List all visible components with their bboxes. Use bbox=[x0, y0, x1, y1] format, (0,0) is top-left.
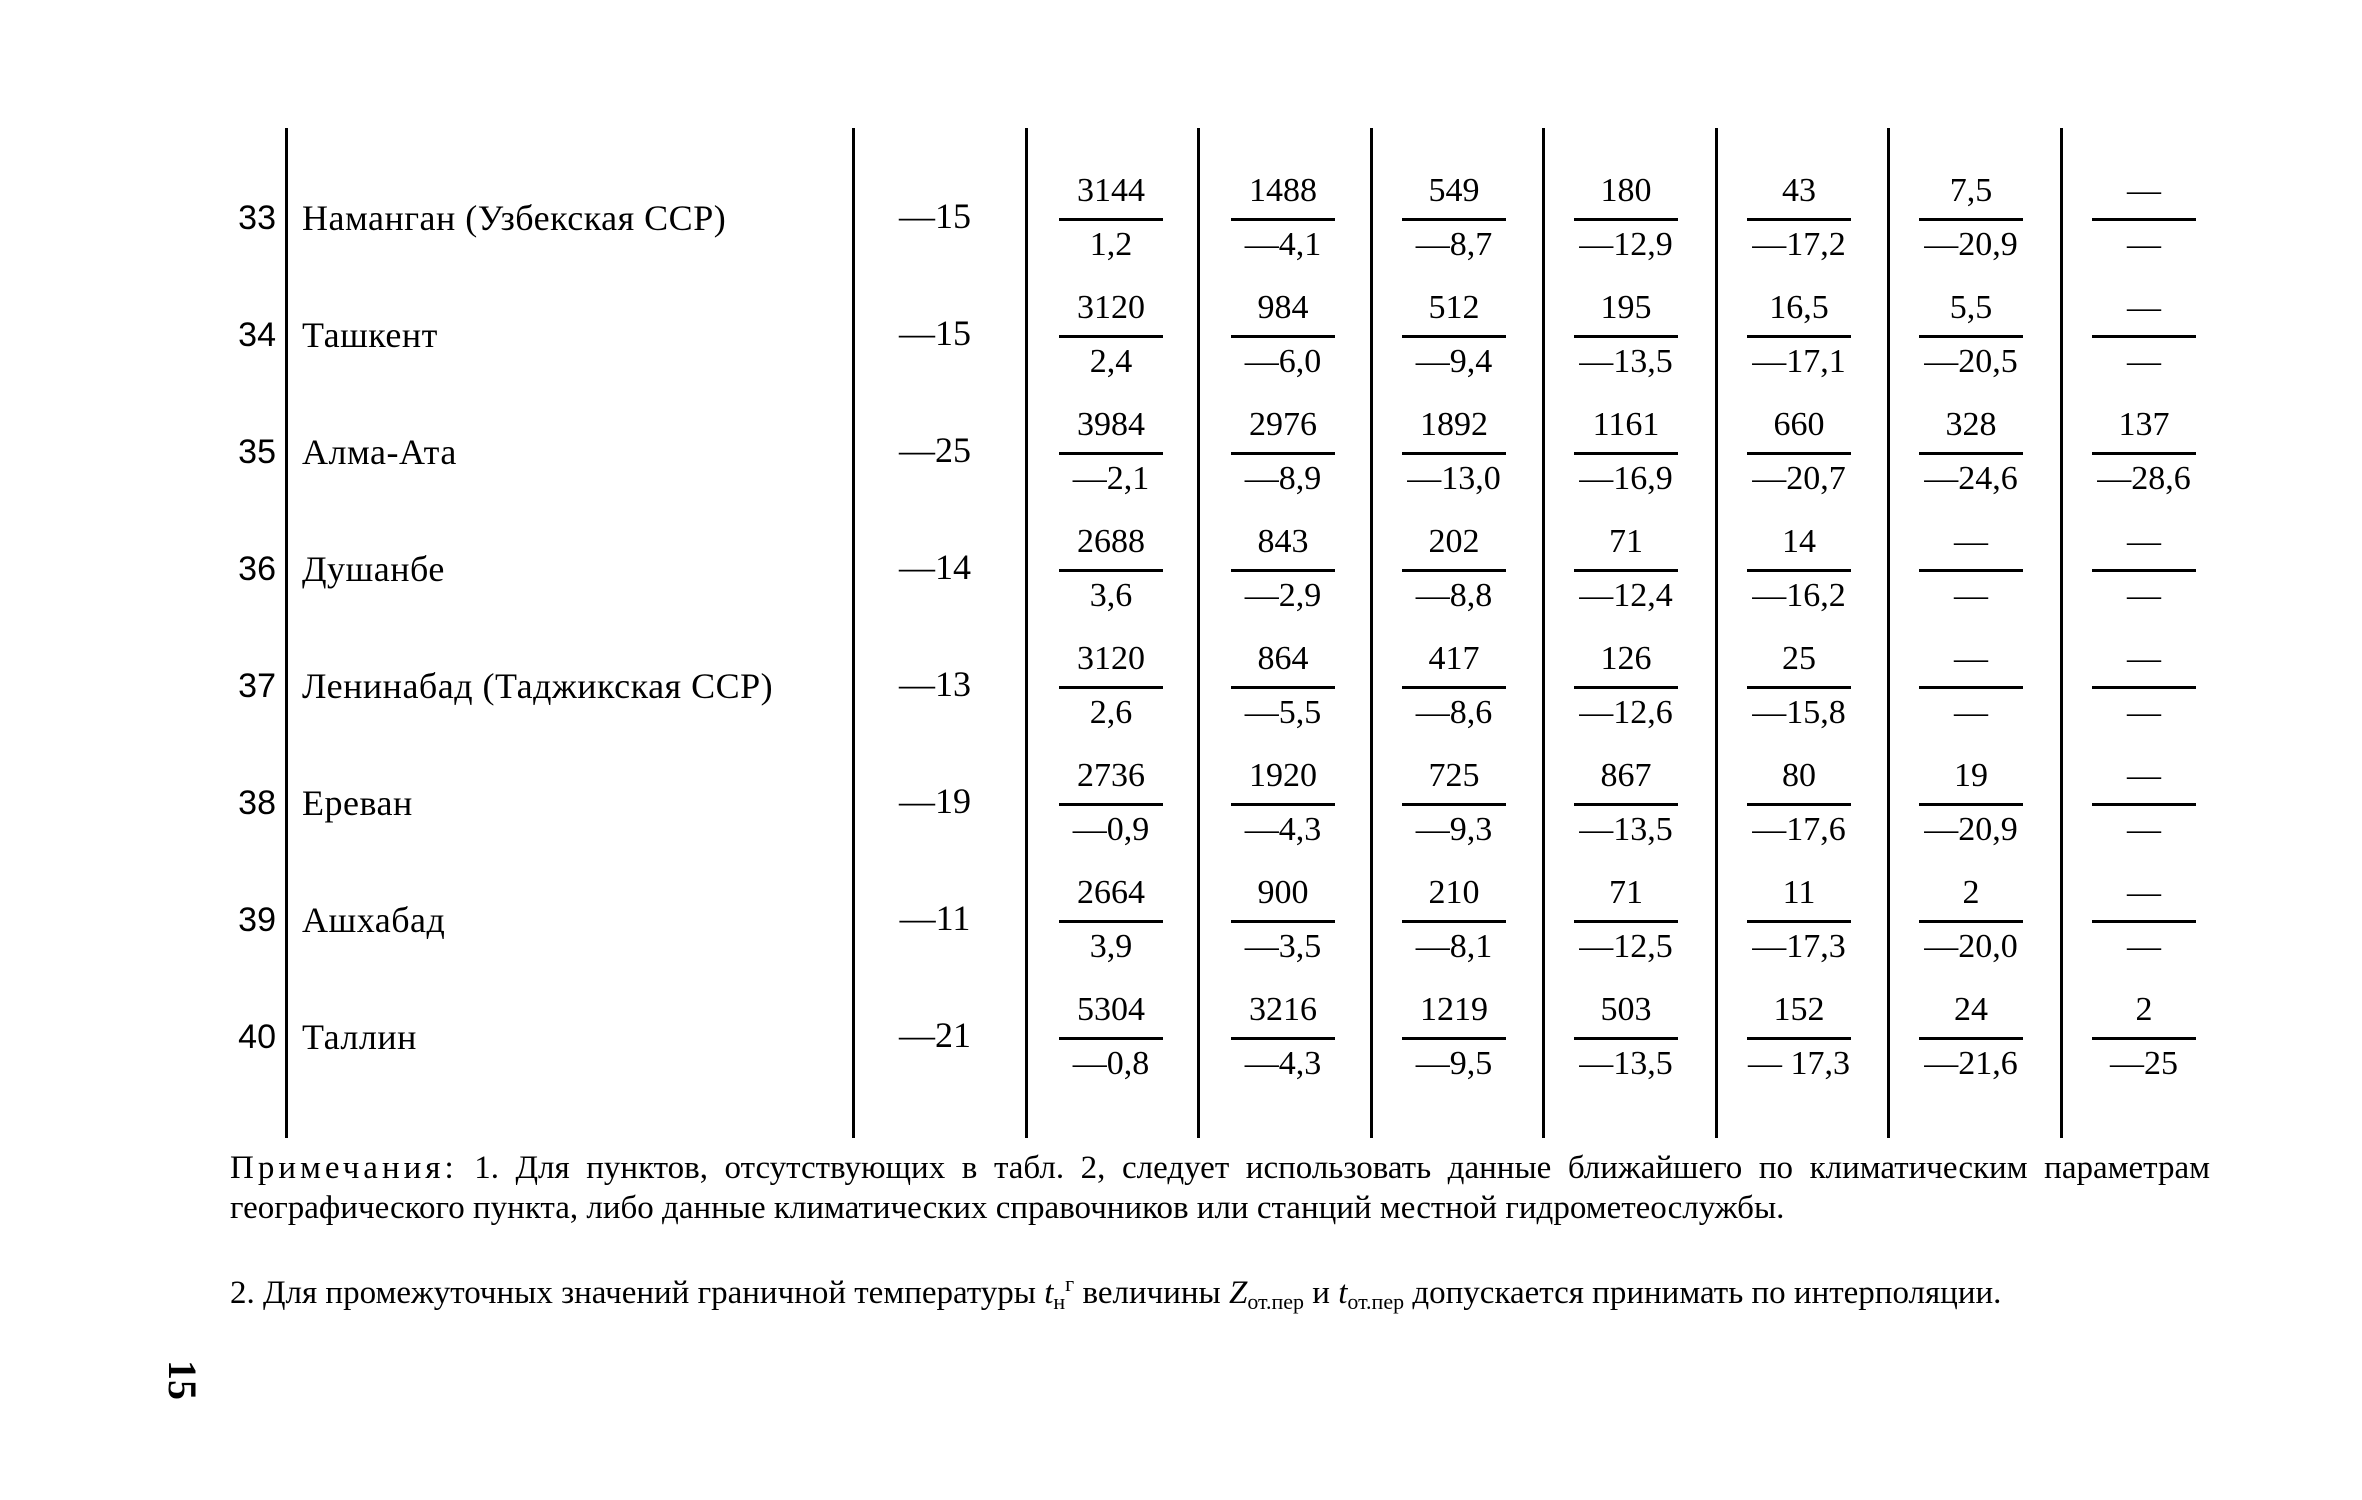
cell-numerator: 11 bbox=[1782, 874, 1816, 911]
cell-denominator: 3,6 bbox=[1089, 577, 1133, 614]
cell-denominator: —20,0 bbox=[1924, 928, 2018, 965]
cell-numerator: 725 bbox=[1428, 757, 1480, 794]
cell-denominator: —8,7 bbox=[1415, 226, 1493, 263]
cell-denominator: —6,0 bbox=[1244, 343, 1322, 380]
note-2-text-b: величины bbox=[1074, 1275, 1229, 1311]
fraction-bar bbox=[1059, 335, 1163, 338]
cell-numerator: 24 bbox=[1954, 991, 1988, 1028]
note-1 bbox=[230, 1148, 2210, 1228]
row-number: 33 bbox=[238, 199, 276, 237]
row-number: 38 bbox=[238, 784, 276, 822]
fraction-cell bbox=[1055, 636, 1167, 746]
cell-numerator: 2 bbox=[1962, 874, 1980, 911]
fraction-cell bbox=[1227, 753, 1339, 863]
fraction-bar bbox=[1231, 686, 1335, 689]
cell-numerator: — bbox=[1954, 640, 1988, 677]
cell-denominator: —20,5 bbox=[1924, 343, 2018, 380]
fraction-bar bbox=[1919, 803, 2023, 806]
row-number: 37 bbox=[238, 667, 276, 705]
cell-denominator: — bbox=[1954, 577, 1988, 614]
fraction-cell bbox=[1570, 285, 1682, 395]
fraction-cell bbox=[2088, 987, 2200, 1097]
note-2-text-d: допускается принимать по интерполяции. bbox=[1404, 1275, 2002, 1311]
fraction-bar bbox=[1059, 452, 1163, 455]
cell-denominator: —8,9 bbox=[1244, 460, 1322, 497]
cell-denominator: — bbox=[2127, 226, 2161, 263]
fraction-bar bbox=[1059, 803, 1163, 806]
fraction-bar bbox=[1919, 1037, 2023, 1040]
fraction-cell bbox=[1570, 519, 1682, 629]
fraction-cell bbox=[1398, 753, 1510, 863]
fraction-cell bbox=[1570, 402, 1682, 512]
cell-denominator: —8,6 bbox=[1415, 694, 1493, 731]
fraction-cell bbox=[2088, 753, 2200, 863]
fraction-cell bbox=[1743, 636, 1855, 746]
cell-denominator: —0,9 bbox=[1072, 811, 1150, 848]
fraction-cell bbox=[2088, 519, 2200, 629]
fraction-cell bbox=[1915, 519, 2027, 629]
cell-denominator: —4,1 bbox=[1244, 226, 1322, 263]
cell-denominator: —3,5 bbox=[1244, 928, 1322, 965]
cell-numerator: 1920 bbox=[1249, 757, 1317, 794]
row-number: 35 bbox=[238, 433, 276, 471]
cell-numerator: — bbox=[2127, 289, 2161, 326]
cell-denominator: —4,3 bbox=[1244, 1045, 1322, 1082]
cell-numerator: 1892 bbox=[1420, 406, 1488, 443]
note-1-text: 1. Для пунктов, отсутствующих в табл. 2, следует использовать данные ближайшего по климатическим параметрам географического пункта, либо данные климатических справочников или станций местной гидрометеослужбы. bbox=[230, 1150, 2210, 1226]
fraction-cell bbox=[1915, 753, 2027, 863]
fraction-cell bbox=[2088, 168, 2200, 278]
cell-numerator: 43 bbox=[1782, 172, 1816, 209]
cell-numerator: 328 bbox=[1945, 406, 1997, 443]
cell-denominator: —8,1 bbox=[1415, 928, 1493, 965]
fraction-bar bbox=[1574, 1037, 1678, 1040]
fraction-cell bbox=[1227, 870, 1339, 980]
cell-numerator: 3120 bbox=[1077, 289, 1145, 326]
cell-denominator: —9,3 bbox=[1415, 811, 1493, 848]
cell-numerator: 843 bbox=[1257, 523, 1309, 560]
cell-numerator: 3984 bbox=[1077, 406, 1145, 443]
cell-numerator: 71 bbox=[1609, 874, 1643, 911]
cell-denominator: —13,5 bbox=[1579, 1045, 1673, 1082]
cell-numerator: 3120 bbox=[1077, 640, 1145, 677]
cell-denominator: —2,9 bbox=[1244, 577, 1322, 614]
cell-denominator: —9,5 bbox=[1415, 1045, 1493, 1082]
fraction-bar bbox=[1919, 920, 2023, 923]
cell-numerator: — bbox=[2127, 640, 2161, 677]
fraction-cell bbox=[1570, 753, 1682, 863]
cell-numerator: 2 bbox=[2135, 991, 2153, 1028]
fraction-cell bbox=[1227, 519, 1339, 629]
table-row bbox=[0, 636, 2362, 753]
fraction-bar bbox=[1402, 1037, 1506, 1040]
fraction-bar bbox=[1574, 569, 1678, 572]
fraction-bar bbox=[1059, 569, 1163, 572]
symbol-t2: t bbox=[1338, 1275, 1348, 1311]
symbol-t: t bbox=[1044, 1275, 1054, 1311]
cell-numerator: 984 bbox=[1257, 289, 1309, 326]
fraction-cell bbox=[1570, 870, 1682, 980]
cell-denominator: —12,5 bbox=[1579, 928, 1673, 965]
fraction-cell bbox=[1915, 870, 2027, 980]
city-name: Ереван bbox=[302, 783, 413, 823]
fraction-cell bbox=[1055, 870, 1167, 980]
city-name: Душанбе bbox=[302, 549, 445, 589]
cell-denominator: —13,0 bbox=[1407, 460, 1501, 497]
city-name: Ленинабад (Таджикская ССР) bbox=[302, 666, 774, 706]
fraction-bar bbox=[1574, 803, 1678, 806]
cell-denominator: — bbox=[2127, 694, 2161, 731]
fraction-bar bbox=[1059, 686, 1163, 689]
fraction-cell bbox=[1398, 519, 1510, 629]
fraction-bar bbox=[1059, 1037, 1163, 1040]
cell-denominator: —20,9 bbox=[1924, 811, 2018, 848]
design-temperature: —15 bbox=[899, 313, 971, 353]
page-number: 15 bbox=[160, 1360, 205, 1400]
city-name: Таллин bbox=[302, 1017, 417, 1057]
symbol-t-sup: г bbox=[1065, 1271, 1075, 1296]
cell-denominator: — bbox=[2127, 577, 2161, 614]
cell-numerator: 900 bbox=[1257, 874, 1309, 911]
cell-denominator: —17,6 bbox=[1752, 811, 1846, 848]
cell-denominator: —28,6 bbox=[2097, 460, 2191, 497]
cell-numerator: 2736 bbox=[1077, 757, 1145, 794]
cell-numerator: 137 bbox=[2118, 406, 2170, 443]
cell-denominator: —16,9 bbox=[1579, 460, 1673, 497]
cell-denominator: —20,9 bbox=[1924, 226, 2018, 263]
cell-numerator: 202 bbox=[1428, 523, 1480, 560]
fraction-bar bbox=[1747, 920, 1851, 923]
row-number: 34 bbox=[238, 316, 276, 354]
cell-numerator: — bbox=[2127, 874, 2161, 911]
cell-numerator: 80 bbox=[1782, 757, 1816, 794]
design-temperature: —13 bbox=[899, 664, 971, 704]
cell-numerator: — bbox=[2127, 757, 2161, 794]
fraction-bar bbox=[1919, 335, 2023, 338]
fraction-bar bbox=[1747, 335, 1851, 338]
cell-denominator: —15,8 bbox=[1752, 694, 1846, 731]
cell-denominator: —20,7 bbox=[1752, 460, 1846, 497]
cell-numerator: 2664 bbox=[1077, 874, 1145, 911]
cell-denominator: 3,9 bbox=[1089, 928, 1133, 965]
cell-numerator: 71 bbox=[1609, 523, 1643, 560]
cell-denominator: — bbox=[2127, 811, 2161, 848]
cell-numerator: 19 bbox=[1954, 757, 1988, 794]
city-name: Ташкент bbox=[302, 315, 438, 355]
cell-numerator: 1161 bbox=[1592, 406, 1660, 443]
table-row bbox=[0, 285, 2362, 402]
symbol-t-sub: н bbox=[1053, 1289, 1066, 1314]
cell-numerator: 1488 bbox=[1249, 172, 1317, 209]
city-name: Ашхабад bbox=[302, 900, 446, 940]
fraction-bar bbox=[2092, 569, 2196, 572]
fraction-cell bbox=[1398, 402, 1510, 512]
cell-numerator: 867 bbox=[1600, 757, 1652, 794]
cell-numerator: 5304 bbox=[1077, 991, 1145, 1028]
cell-denominator: —12,9 bbox=[1579, 226, 1673, 263]
cell-numerator: 210 bbox=[1428, 874, 1480, 911]
cell-denominator: —12,6 bbox=[1579, 694, 1673, 731]
fraction-bar bbox=[1747, 686, 1851, 689]
fraction-bar bbox=[1574, 452, 1678, 455]
fraction-bar bbox=[1574, 920, 1678, 923]
fraction-cell bbox=[1398, 168, 1510, 278]
fraction-cell bbox=[1055, 519, 1167, 629]
fraction-bar bbox=[2092, 686, 2196, 689]
note-2-text-a: 2. Для промежуточных значений граничной температуры bbox=[230, 1275, 1045, 1311]
fraction-cell bbox=[2088, 402, 2200, 512]
fraction-bar bbox=[1231, 920, 1335, 923]
fraction-bar bbox=[2092, 335, 2196, 338]
cell-numerator: 25 bbox=[1782, 640, 1816, 677]
fraction-cell bbox=[1743, 870, 1855, 980]
cell-denominator: —24,6 bbox=[1924, 460, 2018, 497]
fraction-bar bbox=[1231, 218, 1335, 221]
fraction-cell bbox=[1055, 168, 1167, 278]
fraction-cell bbox=[1227, 636, 1339, 746]
fraction-cell bbox=[1743, 519, 1855, 629]
cell-denominator: 2,4 bbox=[1089, 343, 1133, 380]
cell-numerator: 2976 bbox=[1249, 406, 1317, 443]
cell-numerator: 503 bbox=[1600, 991, 1652, 1028]
cell-denominator: —5,5 bbox=[1244, 694, 1322, 731]
cell-denominator: 2,6 bbox=[1089, 694, 1133, 731]
fraction-bar bbox=[1747, 218, 1851, 221]
fraction-cell bbox=[1398, 987, 1510, 1097]
design-temperature: —15 bbox=[899, 196, 971, 236]
notes-label: Примечания: bbox=[230, 1150, 458, 1186]
table-row bbox=[0, 870, 2362, 987]
row-number: 39 bbox=[238, 901, 276, 939]
design-temperature: —11 bbox=[899, 898, 971, 938]
symbol-t2-sub: от.пер bbox=[1347, 1289, 1405, 1314]
fraction-cell bbox=[1055, 402, 1167, 512]
fraction-bar bbox=[1919, 686, 2023, 689]
fraction-cell bbox=[1915, 285, 2027, 395]
cell-numerator: — bbox=[1954, 523, 1988, 560]
symbol-z: Z bbox=[1228, 1275, 1248, 1311]
cell-numerator: — bbox=[2127, 523, 2161, 560]
cell-denominator: — bbox=[2127, 343, 2161, 380]
fraction-bar bbox=[1059, 218, 1163, 221]
design-temperature: —21 bbox=[899, 1015, 971, 1055]
row-number: 36 bbox=[238, 550, 276, 588]
fraction-cell bbox=[1227, 285, 1339, 395]
fraction-cell bbox=[1915, 402, 2027, 512]
fraction-bar bbox=[1231, 803, 1335, 806]
note-2 bbox=[230, 1264, 2210, 1322]
design-temperature: —19 bbox=[899, 781, 971, 821]
fraction-cell bbox=[1743, 285, 1855, 395]
fraction-cell bbox=[1915, 168, 2027, 278]
cell-numerator: 660 bbox=[1773, 406, 1825, 443]
cell-denominator: —9,4 bbox=[1415, 343, 1493, 380]
cell-denominator: —2,1 bbox=[1072, 460, 1150, 497]
cell-denominator: —17,3 bbox=[1752, 928, 1846, 965]
symbol-z-sub: от.пер bbox=[1247, 1289, 1305, 1314]
fraction-bar bbox=[2092, 218, 2196, 221]
fraction-bar bbox=[1747, 1037, 1851, 1040]
table-row bbox=[0, 168, 2362, 285]
fraction-cell bbox=[1055, 987, 1167, 1097]
fraction-bar bbox=[2092, 1037, 2196, 1040]
design-temperature: —25 bbox=[899, 430, 971, 470]
cell-denominator: —25 bbox=[2110, 1045, 2178, 1082]
fraction-cell bbox=[1398, 285, 1510, 395]
cell-numerator: 549 bbox=[1428, 172, 1480, 209]
cell-denominator: —0,8 bbox=[1072, 1045, 1150, 1082]
cell-denominator: — bbox=[2127, 928, 2161, 965]
fraction-bar bbox=[1574, 686, 1678, 689]
fraction-bar bbox=[1919, 569, 2023, 572]
fraction-bar bbox=[1402, 686, 1506, 689]
fraction-bar bbox=[1402, 218, 1506, 221]
fraction-bar bbox=[1402, 335, 1506, 338]
fraction-bar bbox=[1402, 569, 1506, 572]
fraction-bar bbox=[1919, 452, 2023, 455]
fraction-cell bbox=[2088, 636, 2200, 746]
fraction-cell bbox=[1227, 402, 1339, 512]
cell-numerator: 3144 bbox=[1077, 172, 1145, 209]
cell-denominator: 1,2 bbox=[1089, 226, 1133, 263]
cell-numerator: 2688 bbox=[1077, 523, 1145, 560]
cell-denominator: —4,3 bbox=[1244, 811, 1322, 848]
fraction-cell bbox=[2088, 285, 2200, 395]
cell-denominator: —12,4 bbox=[1579, 577, 1673, 614]
cell-denominator: —17,1 bbox=[1752, 343, 1846, 380]
city-name: Наманган (Узбекская ССР) bbox=[302, 198, 727, 238]
cell-denominator: —21,6 bbox=[1924, 1045, 2018, 1082]
fraction-cell bbox=[1398, 870, 1510, 980]
cell-numerator: 3216 bbox=[1249, 991, 1317, 1028]
fraction-bar bbox=[2092, 452, 2196, 455]
fraction-bar bbox=[1402, 803, 1506, 806]
fraction-cell bbox=[1743, 402, 1855, 512]
cell-numerator: 512 bbox=[1428, 289, 1480, 326]
cell-denominator: — 17,3 bbox=[1748, 1045, 1850, 1082]
cell-denominator: —8,8 bbox=[1415, 577, 1493, 614]
table-row bbox=[0, 987, 2362, 1104]
fraction-cell bbox=[1055, 753, 1167, 863]
row-number: 40 bbox=[238, 1018, 276, 1056]
fraction-bar bbox=[1574, 218, 1678, 221]
cell-numerator: 14 bbox=[1782, 523, 1816, 560]
fraction-cell bbox=[1055, 285, 1167, 395]
fraction-bar bbox=[1231, 569, 1335, 572]
cell-numerator: — bbox=[2127, 172, 2161, 209]
cell-numerator: 1219 bbox=[1420, 991, 1488, 1028]
cell-numerator: 7,5 bbox=[1949, 172, 1993, 209]
fraction-cell bbox=[1743, 168, 1855, 278]
cell-denominator: —13,5 bbox=[1579, 811, 1673, 848]
table-row bbox=[0, 753, 2362, 870]
fraction-cell bbox=[1227, 987, 1339, 1097]
fraction-bar bbox=[2092, 920, 2196, 923]
note-2-text-c: и bbox=[1304, 1275, 1339, 1311]
fraction-cell bbox=[1398, 636, 1510, 746]
fraction-bar bbox=[1059, 920, 1163, 923]
fraction-cell bbox=[1915, 987, 2027, 1097]
fraction-bar bbox=[1747, 569, 1851, 572]
cell-numerator: 16,5 bbox=[1769, 289, 1829, 326]
fraction-bar bbox=[1231, 1037, 1335, 1040]
design-temperature: —14 bbox=[899, 547, 971, 587]
cell-numerator: 864 bbox=[1257, 640, 1309, 677]
fraction-cell bbox=[1570, 987, 1682, 1097]
fraction-bar bbox=[1231, 452, 1335, 455]
fraction-bar bbox=[1919, 218, 2023, 221]
fraction-bar bbox=[1747, 452, 1851, 455]
fraction-cell bbox=[1743, 753, 1855, 863]
cell-denominator: — bbox=[1954, 694, 1988, 731]
fraction-bar bbox=[1747, 803, 1851, 806]
fraction-bar bbox=[1574, 335, 1678, 338]
fraction-bar bbox=[2092, 803, 2196, 806]
fraction-cell bbox=[1743, 987, 1855, 1097]
cell-numerator: 180 bbox=[1600, 172, 1652, 209]
fraction-cell bbox=[1915, 636, 2027, 746]
cell-numerator: 417 bbox=[1428, 640, 1480, 677]
cell-numerator: 5,5 bbox=[1949, 289, 1993, 326]
cell-denominator: —13,5 bbox=[1579, 343, 1673, 380]
fraction-bar bbox=[1402, 920, 1506, 923]
city-name: Алма-Ата bbox=[302, 432, 457, 472]
table-row bbox=[0, 519, 2362, 636]
fraction-bar bbox=[1402, 452, 1506, 455]
cell-numerator: 152 bbox=[1773, 991, 1825, 1028]
fraction-cell bbox=[1570, 168, 1682, 278]
cell-denominator: —17,2 bbox=[1752, 226, 1846, 263]
fraction-cell bbox=[1570, 636, 1682, 746]
cell-numerator: 195 bbox=[1600, 289, 1652, 326]
cell-numerator: 126 bbox=[1600, 640, 1652, 677]
table-row bbox=[0, 402, 2362, 519]
fraction-bar bbox=[1231, 335, 1335, 338]
fraction-cell bbox=[2088, 870, 2200, 980]
fraction-cell bbox=[1227, 168, 1339, 278]
cell-denominator: —16,2 bbox=[1752, 577, 1846, 614]
